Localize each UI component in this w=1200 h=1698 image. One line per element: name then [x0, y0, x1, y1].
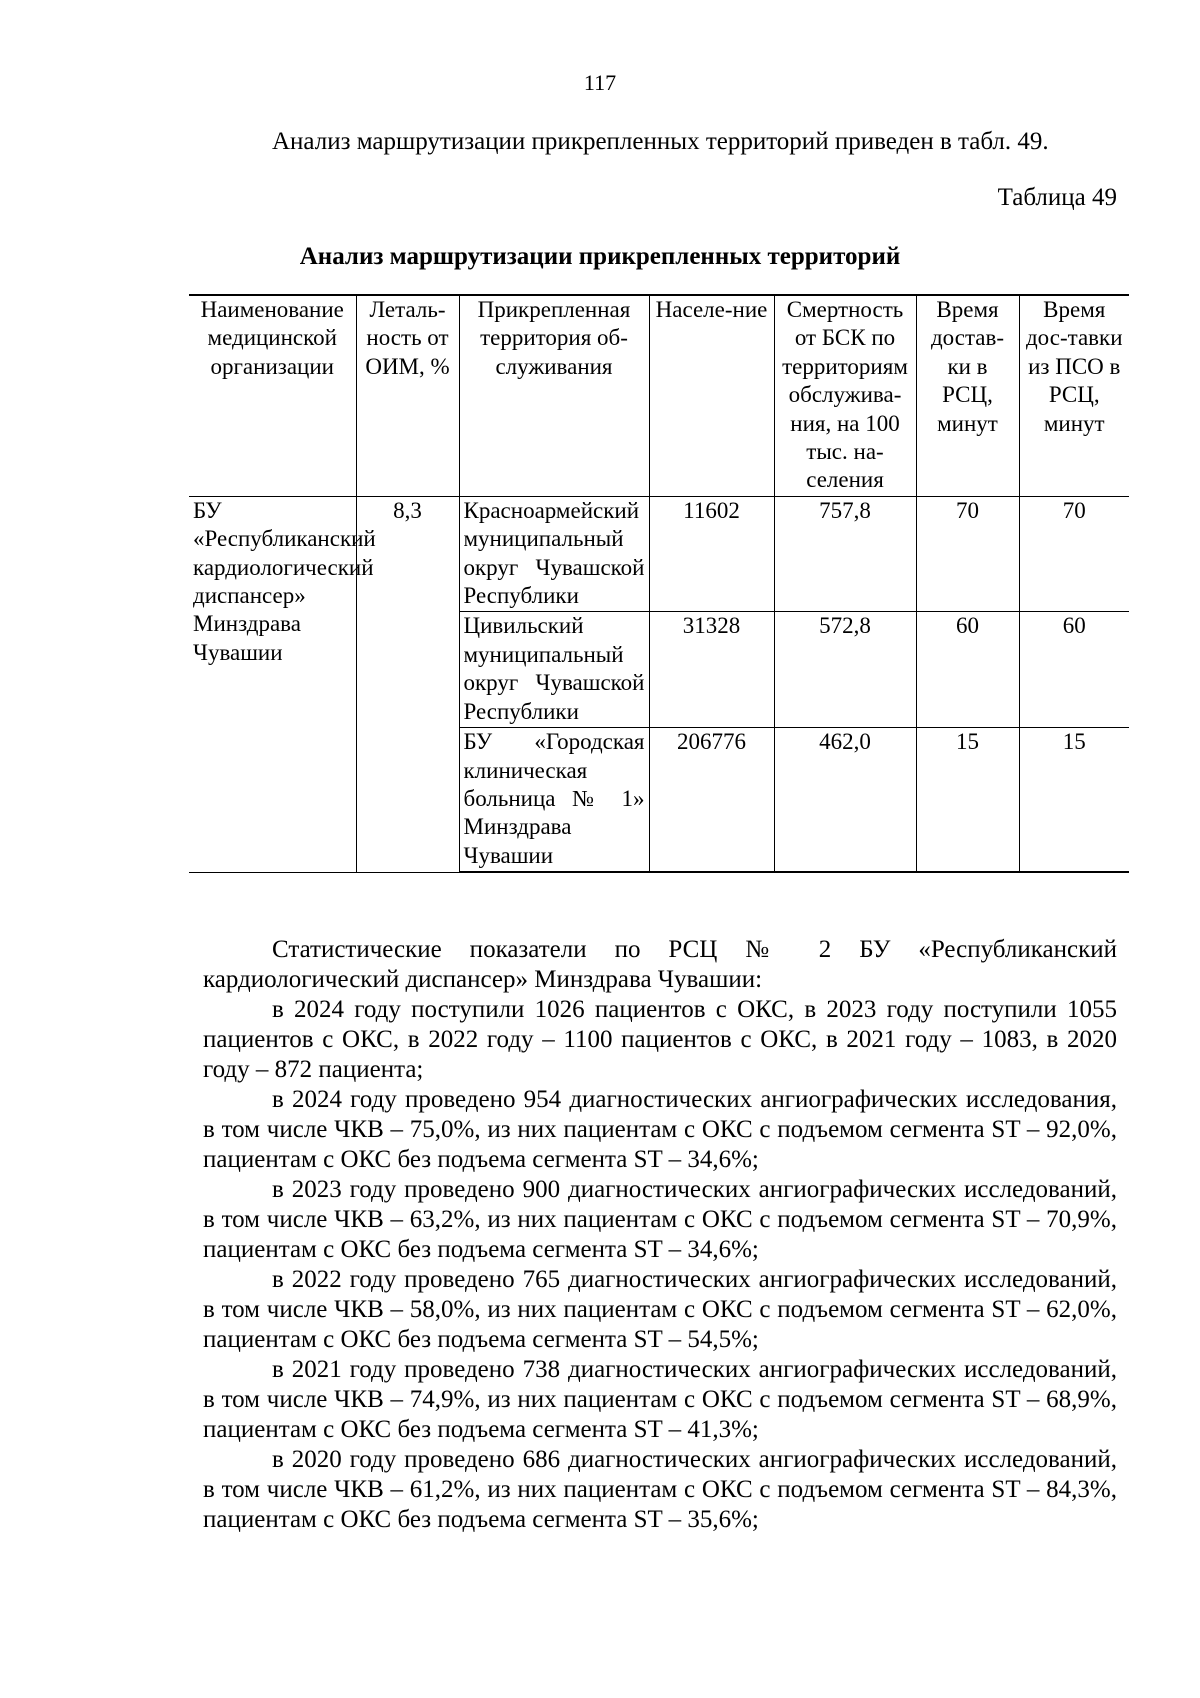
header-organization: Наименование медицинской организации: [189, 295, 356, 496]
paragraph-admissions: в 2024 году поступили 1026 пациентов с ОКС, в 2023 году поступили 1055 пациентов с ОКС, в 2022 году – 1100 пациентов с ОКС, в 2021 году – 1083, в 2020 году – 872 пациента;: [203, 996, 1117, 1083]
cell-lethality: 8,3: [356, 496, 459, 872]
cell-time-pso: 60: [1019, 612, 1129, 728]
cell-time-rsc: 60: [916, 612, 1019, 728]
cell-time-pso: 15: [1019, 728, 1129, 873]
paragraph-2023: в 2023 году проведено 900 диагностических ангиографических исследований, в том числе ЧКВ – 63,2%, из них пациентам с ОКС с подъемом сегмента ST – 70,9%, пациентам с ОКС без подъема сегмента ST – 34,6%;: [203, 1176, 1117, 1263]
table-header-row: [189, 295, 1129, 496]
body-text: [203, 935, 1117, 1535]
header-mortality: Смертность от БСК по территориям обслужива-ния, на 100 тыс. на-селения: [774, 295, 916, 496]
paragraph-2024: в 2024 году проведено 954 диагностических ангиографических исследования, в том числе ЧКВ – 75,0%, из них пациентам с ОКС с подъемом сегмента ST – 92,0%, пациентам с ОКС без подъема сегмента ST – 34,6%;: [203, 1086, 1117, 1173]
cell-mortality: 572,8: [774, 612, 916, 728]
cell-territory: БУ «Городская клиническая больница № 1» Минздрава Чувашии: [459, 728, 649, 873]
intro-text: Анализ маршрутизации прикрепленных территорий приведен в табл. 49.: [272, 128, 1049, 155]
cell-population: 11602: [649, 496, 774, 612]
cell-time-pso: 70: [1019, 496, 1129, 612]
paragraph-2022: в 2022 году проведено 765 диагностических ангиографических исследований, в том числе ЧКВ – 58,0%, из них пациентам с ОКС с подъемом сегмента ST – 62,0%, пациентам с ОКС без подъема сегмента ST – 54,5%;: [203, 1266, 1117, 1353]
page-number: 117: [583, 70, 617, 95]
cell-time-rsc: 70: [916, 496, 1019, 612]
header-population: Населе-ние: [649, 295, 774, 496]
cell-territory: Цивильский муниципальный округ Чувашской Республики: [459, 612, 649, 728]
cell-mortality: 757,8: [774, 496, 916, 612]
table-row: [189, 496, 1129, 612]
table-label: Таблица 49: [997, 184, 1117, 211]
cell-time-rsc: 15: [916, 728, 1019, 873]
paragraph-2020: в 2020 году проведено 686 диагностических ангиографических исследований, в том числе ЧКВ – 61,2%, из них пациентам с ОКС с подъемом сегмента ST – 84,3%, пациентам с ОКС без подъема сегмента ST – 35,6%;: [203, 1446, 1117, 1533]
header-lethality: Леталь-ность от ОИМ, %: [356, 295, 459, 496]
routing-table: [189, 294, 1129, 873]
cell-mortality: 462,0: [774, 728, 916, 873]
header-time-pso: Время дос-тавки из ПСО в РСЦ, минут: [1019, 295, 1129, 496]
header-territory: Прикрепленная территория об-служивания: [459, 295, 649, 496]
paragraph-stats-intro: Статистические показатели по РСЦ № 2 БУ «Республиканский кардиологический диспансер» Минздрава Чувашии:: [203, 936, 1117, 993]
paragraph-2021: в 2021 году проведено 738 диагностических ангиографических исследований, в том числе ЧКВ – 74,9%, из них пациентам с ОКС с подъемом сегмента ST – 68,9%, пациентам с ОКС без подъема сегмента ST – 41,3%;: [203, 1356, 1117, 1443]
cell-population: 31328: [649, 612, 774, 728]
cell-population: 206776: [649, 728, 774, 873]
cell-territory: Красноармейский муниципальный округ Чувашской Республики: [459, 496, 649, 612]
header-time-rsc: Время достав-ки в РСЦ, минут: [916, 295, 1019, 496]
cell-organization: БУ «Республиканский кардиологический диспансер» Минздрава Чувашии: [189, 496, 356, 872]
table-title: Анализ маршрутизации прикрепленных территорий: [299, 243, 901, 270]
